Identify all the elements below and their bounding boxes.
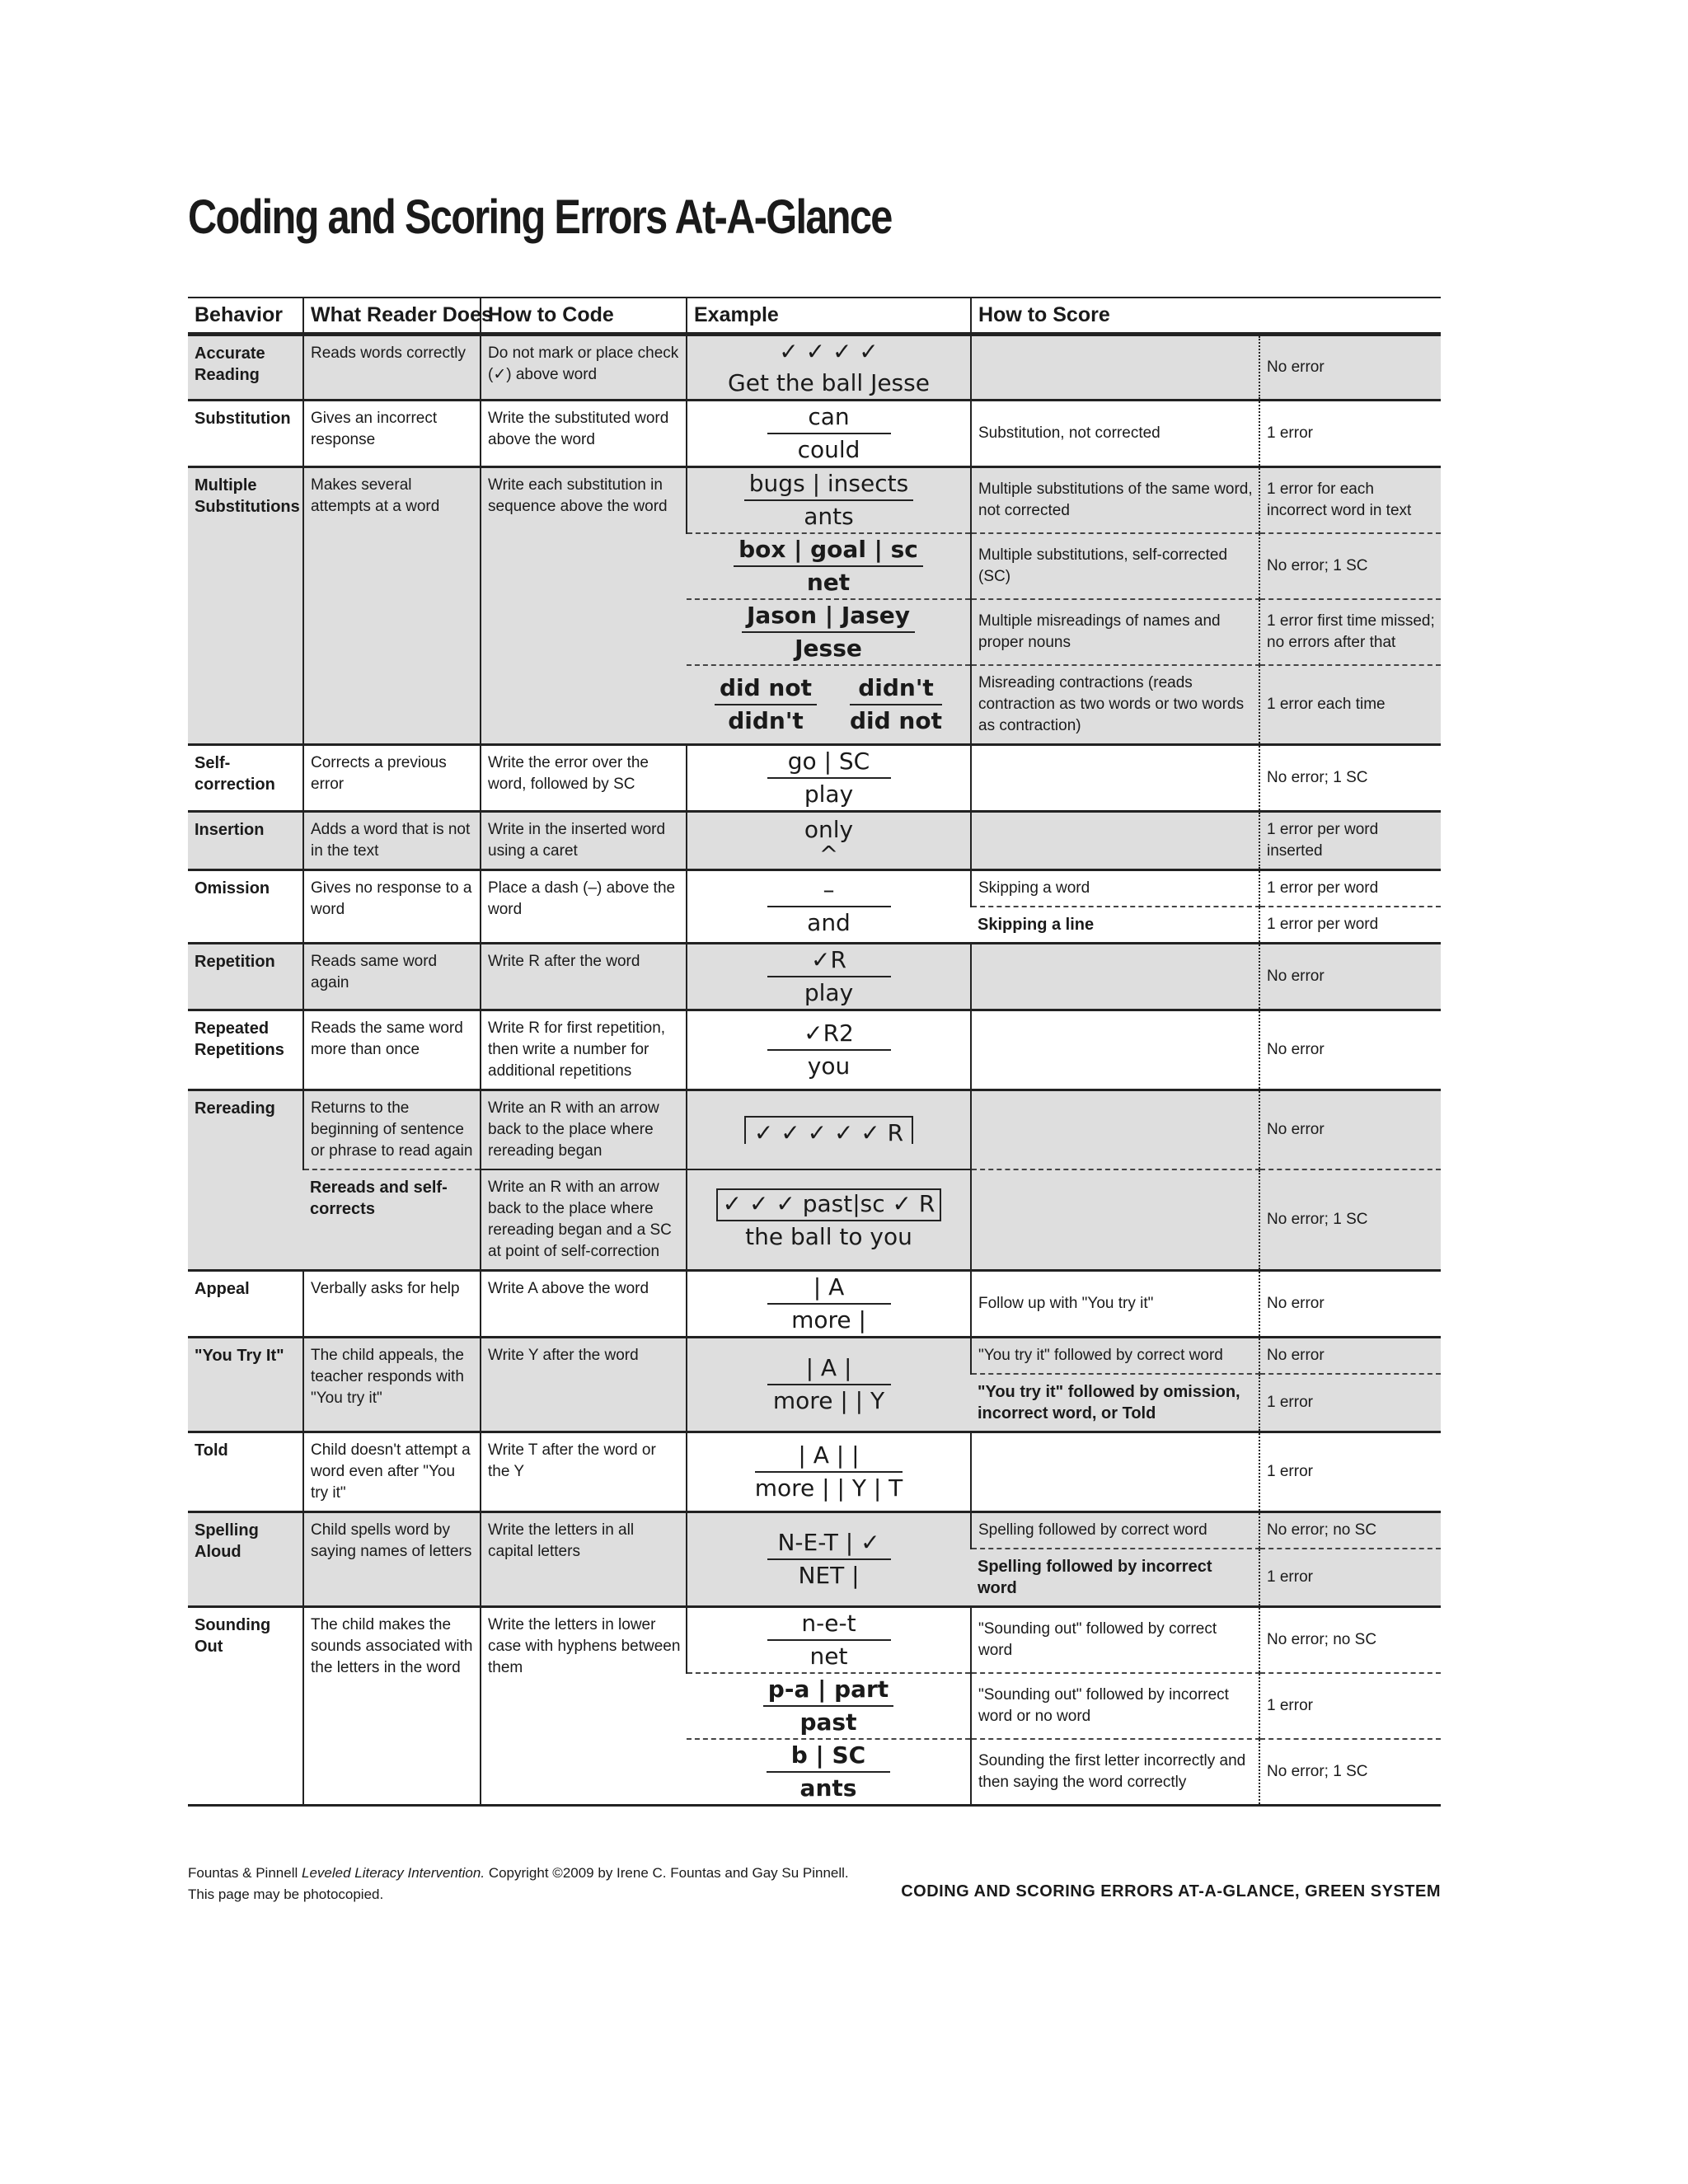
code-cell: Write each substitution in sequence above the word (481, 467, 687, 745)
example-bottom: play (804, 979, 854, 1006)
example-cell (687, 665, 971, 745)
example-bottom: didn't (728, 707, 804, 734)
error-cell: No error; 1 SC (1259, 533, 1441, 599)
example-cell (687, 870, 971, 944)
header-score: How to Score (971, 298, 1441, 335)
example-top: b | SC (767, 1741, 890, 1773)
example-top: n-e-t (767, 1610, 891, 1641)
example-bottom: more | | Y (772, 1387, 885, 1414)
table-row (188, 1090, 1441, 1170)
example-cell (687, 1010, 971, 1090)
copyright-prefix: Fountas & Pinnell (188, 1865, 298, 1881)
example-cell (687, 335, 971, 401)
example-cell (687, 1512, 971, 1607)
example-bottom: the ball to you (745, 1223, 912, 1250)
copyright-notice (188, 1863, 849, 1905)
example-bottom: and (807, 909, 851, 936)
example-bottom: play (804, 780, 854, 808)
error-cell: 1 error (1259, 1673, 1441, 1739)
score-cell: Skipping a line (971, 907, 1259, 944)
reader-cell: Child spells word by saying names of letters (303, 1512, 481, 1607)
example-cell (687, 1739, 971, 1806)
behavior-cell: Insertion (188, 812, 303, 870)
example-top: only (804, 816, 854, 843)
table-row (188, 467, 1441, 534)
score-cell: "Sounding out" followed by correct word (971, 1607, 1259, 1674)
score-cell (971, 944, 1259, 1010)
example-top: bugs | insects (744, 470, 913, 501)
code-cell: Write R after the word (481, 944, 687, 1010)
code-cell: Write A above the word (481, 1271, 687, 1338)
example-top: did not (715, 674, 817, 705)
caret-icon: ^ (818, 841, 839, 868)
example-bottom: NET | (798, 1562, 860, 1589)
reader-cell: Verbally asks for help (303, 1271, 481, 1338)
error-cell: No error (1259, 1010, 1441, 1090)
behavior-cell: Repetition (188, 944, 303, 1010)
example-bottom: ants (804, 503, 854, 530)
example-top: ✓ ✓ ✓ past|sc ✓ R (716, 1188, 942, 1221)
code-cell: Write an R with an arrow back to the place where rereading began (481, 1090, 687, 1170)
example-cell (687, 599, 971, 665)
example-top: ✓ ✓ ✓ ✓ (779, 338, 879, 365)
error-cell: 1 error per word (1259, 907, 1441, 944)
table-row (188, 1432, 1441, 1512)
code-cell: Write in the inserted word using a caret (481, 812, 687, 870)
code-cell: Write an R with an arrow back to the place where rereading began and a SC at point of self-correction (481, 1169, 687, 1271)
example-bottom: more | (791, 1306, 866, 1333)
reader-cell: Gives no response to a word (303, 870, 481, 944)
reread-arrow: ✓ ✓ ✓ ✓ ✓ R (744, 1116, 913, 1144)
score-cell: Spelling followed by correct word (971, 1512, 1259, 1549)
reader-cell: Corrects a previous error (303, 745, 481, 812)
error-cell: 1 error (1259, 401, 1441, 467)
error-cell: No error (1259, 944, 1441, 1010)
example-bottom: more | | Y | T (754, 1474, 903, 1502)
score-cell (971, 335, 1259, 401)
header-code: How to Code (481, 298, 687, 335)
example-top: – (767, 876, 891, 907)
example-cell (687, 401, 971, 467)
behavior-cell: "You Try It" (188, 1338, 303, 1432)
score-cell: Multiple substitutions of the same word, not corrected (971, 467, 1259, 534)
score-cell (971, 1090, 1259, 1170)
coding-table (188, 297, 1441, 1807)
table-row (188, 1010, 1441, 1090)
behavior-cell: Sounding Out (188, 1607, 303, 1806)
table-row (188, 1607, 1441, 1674)
example-cell (687, 812, 971, 870)
table-row (188, 1271, 1441, 1338)
example-bottom: net (809, 1643, 848, 1670)
error-cell: 1 error per word (1259, 870, 1441, 907)
score-cell: Substitution, not corrected (971, 401, 1259, 467)
example-top: box | goal | sc (734, 536, 923, 567)
table-row (188, 944, 1441, 1010)
error-cell: 1 error each time (1259, 665, 1441, 745)
score-cell: Multiple substitutions, self-corrected (SC) (971, 533, 1259, 599)
error-cell: No error; 1 SC (1259, 745, 1441, 812)
example-top: Jason | Jasey (742, 602, 915, 633)
score-cell: Misreading contractions (reads contraction as two words or two words as contraction) (971, 665, 1259, 745)
example-cell (687, 467, 971, 534)
table-row (188, 745, 1441, 812)
score-cell: Multiple misreadings of names and proper nouns (971, 599, 1259, 665)
example-bottom: Get the ball Jesse (728, 369, 930, 396)
error-cell: No error (1259, 1338, 1441, 1375)
example-top: | A | | (755, 1441, 903, 1473)
table-header-row (188, 298, 1441, 335)
reader-cell: Adds a word that is not in the text (303, 812, 481, 870)
example-cell (687, 1169, 971, 1271)
behavior-cell: Repeated Repetitions (188, 1010, 303, 1090)
behavior-cell: Accurate Reading (188, 335, 303, 401)
behavior-cell: Rereading (188, 1090, 303, 1271)
example-cell (687, 1607, 971, 1674)
score-cell: Sounding the first letter incorrectly and then saying the word correctly (971, 1739, 1259, 1806)
error-cell: No error; 1 SC (1259, 1739, 1441, 1806)
error-cell: No error (1259, 335, 1441, 401)
reader-cell: Reads the same word more than once (303, 1010, 481, 1090)
reader-cell: Returns to the beginning of sentence or phrase to read again (303, 1090, 481, 1170)
example-top: p-a | part (763, 1675, 893, 1707)
score-cell: Follow up with "You try it" (971, 1271, 1259, 1338)
copyright-rest: Copyright ©2009 by Irene C. Fountas and Gay Su Pinnell. (488, 1865, 849, 1881)
behavior-cell: Told (188, 1432, 303, 1512)
score-cell: "Sounding out" followed by incorrect word or no word (971, 1673, 1259, 1739)
page-title: Coding and Scoring Errors At-A-Glance (188, 190, 892, 244)
error-cell: 1 error (1259, 1432, 1441, 1512)
error-cell: No error; no SC (1259, 1512, 1441, 1549)
code-cell: Place a dash (–) above the word (481, 870, 687, 944)
copyright-title: Leveled Literacy Intervention. (301, 1865, 485, 1881)
reader-cell: The child appeals, the teacher responds with "You try it" (303, 1338, 481, 1432)
example-top: | A (767, 1273, 891, 1305)
example-cell (687, 1432, 971, 1512)
error-cell: 1 error (1259, 1374, 1441, 1432)
example-bottom: Jesse (795, 635, 862, 662)
reader-cell: Child doesn't attempt a word even after "You try it" (303, 1432, 481, 1512)
behavior-cell: Spelling Aloud (188, 1512, 303, 1607)
score-cell: "You try it" followed by omission, incorrect word, or Told (971, 1374, 1259, 1432)
header-reader: What Reader Does (303, 298, 481, 335)
example-cell (687, 1090, 971, 1170)
code-cell: Write the error over the word, followed by SC (481, 745, 687, 812)
code-cell: Write Y after the word (481, 1338, 687, 1432)
example-top: go | SC (767, 748, 891, 779)
table-row (188, 1338, 1441, 1375)
code-cell: Write the letters in lower case with hyphens between them (481, 1607, 687, 1806)
table-row (188, 335, 1441, 401)
error-cell: No error (1259, 1271, 1441, 1338)
error-cell: 1 error first time missed; no errors after that (1259, 599, 1441, 665)
table-row (188, 812, 1441, 870)
system-label: CODING AND SCORING ERRORS AT-A-GLANCE, GREEN SYSTEM (901, 1882, 1441, 1900)
behavior-cell: Substitution (188, 401, 303, 467)
example-bottom: could (797, 436, 860, 463)
example-top: ✓R2 (767, 1019, 891, 1051)
example-top: didn't (850, 674, 942, 705)
reader-cell: Makes several attempts at a word (303, 467, 481, 745)
error-cell: 1 error (1259, 1549, 1441, 1607)
reader-cell: Gives an incorrect response (303, 401, 481, 467)
example-cell (687, 1673, 971, 1739)
reader-cell: Reads same word again (303, 944, 481, 1010)
score-cell (971, 1432, 1259, 1512)
example-cell (687, 1338, 971, 1432)
code-cell: Do not mark or place check (✓) above word (481, 335, 687, 401)
example-top: can (767, 403, 891, 434)
table-row (188, 1512, 1441, 1549)
score-cell (971, 1169, 1259, 1271)
code-cell: Write R for first repetition, then write a number for additional repetitions (481, 1010, 687, 1090)
score-cell (971, 745, 1259, 812)
example-cell (687, 745, 971, 812)
reader-cell: Rereads and self-corrects (303, 1169, 481, 1271)
behavior-cell: Multiple Substitutions (188, 467, 303, 745)
error-cell: No error; no SC (1259, 1607, 1441, 1674)
example-cell (687, 1271, 971, 1338)
score-cell (971, 812, 1259, 870)
example-bottom: ants (799, 1774, 857, 1802)
example-bottom: you (807, 1052, 851, 1080)
example-top: N-E-T | ✓ (767, 1529, 891, 1560)
reader-cell: The child makes the sounds associated with the letters in the word (303, 1607, 481, 1806)
example-bottom: past (799, 1708, 857, 1736)
behavior-cell: Appeal (188, 1271, 303, 1338)
error-cell: 1 error per word inserted (1259, 812, 1441, 870)
example-bottom: did not (850, 707, 942, 734)
score-cell (971, 1010, 1259, 1090)
score-cell: Spelling followed by incorrect word (971, 1549, 1259, 1607)
behavior-cell: Self-correction (188, 745, 303, 812)
example-top: | A | (767, 1354, 891, 1385)
header-behavior: Behavior (188, 298, 303, 335)
score-cell: "You try it" followed by correct word (971, 1338, 1259, 1375)
header-example: Example (687, 298, 971, 335)
example-cell (687, 533, 971, 599)
code-cell: Write T after the word or the Y (481, 1432, 687, 1512)
table-row (188, 1169, 1441, 1271)
error-cell: No error; 1 SC (1259, 1169, 1441, 1271)
reader-cell: Reads words correctly (303, 335, 481, 401)
error-cell: 1 error for each incorrect word in text (1259, 467, 1441, 534)
error-cell: No error (1259, 1090, 1441, 1170)
table-row (188, 870, 1441, 907)
code-cell: Write the letters in all capital letters (481, 1512, 687, 1607)
example-bottom: net (806, 569, 851, 596)
example-cell (687, 944, 971, 1010)
score-cell: Skipping a word (971, 870, 1259, 907)
table-row (188, 401, 1441, 467)
code-cell: Write the substituted word above the word (481, 401, 687, 467)
photocopy-note: This page may be photocopied. (188, 1886, 384, 1902)
example-top: ✓R (767, 946, 891, 977)
behavior-cell: Omission (188, 870, 303, 944)
